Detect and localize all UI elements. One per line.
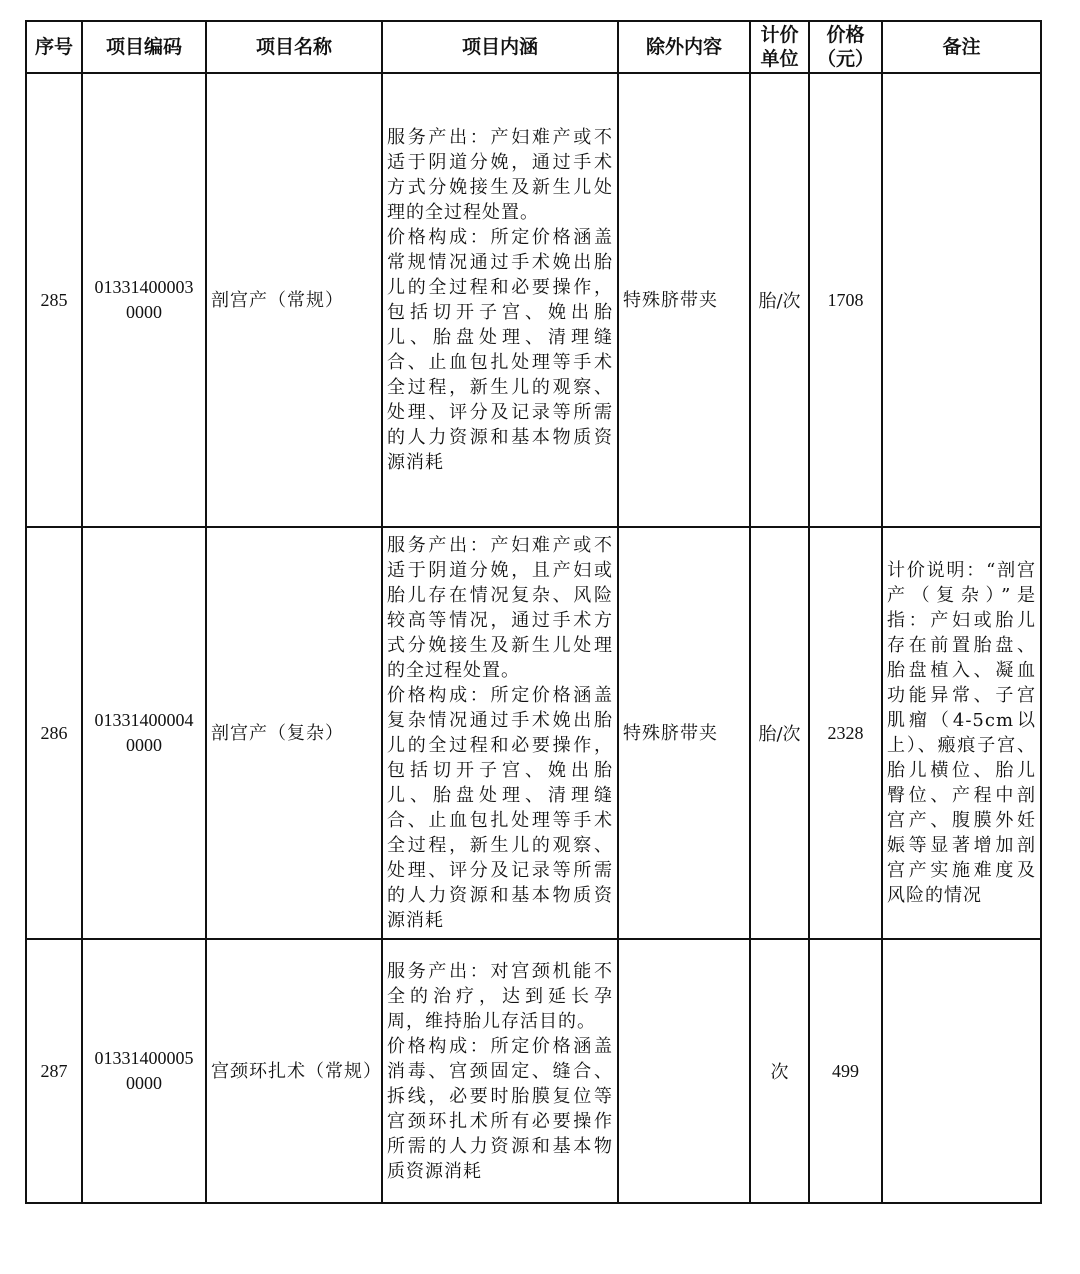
price-composition-text: 价格构成：所定价格涵盖消毒、宫颈固定、缝合、拆线，必要时胎膜复位等宫颈环扎术所有必要操作所需的人力资源和基本物质资源消耗 [387,1035,613,1182]
header-exclusion: 除外内容 [618,21,750,73]
header-code: 项目编码 [82,21,206,73]
service-text: 服务产出：产妇难产或不适于阴道分娩，通过手术方式分娩接生及新生儿处理的全过程处置。 [387,127,613,223]
header-unit-line1: 计价 [760,24,799,46]
cell-unit: 胎/次 [750,73,809,527]
header-unit [750,21,809,73]
cell-price: 499 [809,939,882,1203]
cell-remark [882,939,1041,1203]
service-text: 服务产出：产妇难产或不适于阴道分娩，且产妇或胎儿存在情况复杂、风险较高等情况，通过手术方式分娩接生及新生儿处理的全过程处置。 [387,535,613,681]
cell-seq: 286 [26,527,82,939]
table-row [26,527,1041,939]
header-name: 项目名称 [206,21,382,73]
cell-seq: 285 [26,73,82,527]
cell-price: 2328 [809,527,882,939]
header-price-line2: （元） [816,48,874,70]
cell-seq: 287 [26,939,82,1203]
header-seq: 序号 [26,21,82,73]
code-line1: 01331400004 [94,710,194,730]
code-line2: 0000 [126,735,162,755]
cell-unit: 胎/次 [750,527,809,939]
cell-exclusion: 特殊脐带夹 [618,527,750,939]
header-price [809,21,882,73]
cell-name: 宫颈环扎术（常规） [206,939,382,1203]
cell-code [82,73,206,527]
header-unit-line2: 单位 [760,48,799,70]
cell-content [382,73,618,527]
cell-unit: 次 [750,939,809,1203]
code-line2: 0000 [126,1073,162,1093]
cell-remark: 计价说明：“剖宫产（复杂）”是指：产妇或胎儿存在前置胎盘、胎盘植入、凝血功能异常、子宫肌瘤（4-5cm以上）、瘢痕子宫、胎儿横位、胎儿臀位、产程中剖宫产、腹膜外妊娠等显著增加剖宫产实施难度及风险的情况 [882,527,1041,939]
cell-name: 剖宫产（常规） [206,73,382,527]
cell-price: 1708 [809,73,882,527]
service-text: 服务产出：对宫颈机能不全的治疗，达到延长孕周，维持胎儿存活目的。 [387,960,613,1032]
header-price-line1: 价格 [826,24,865,46]
header-content: 项目内涵 [382,21,618,73]
cell-exclusion [618,939,750,1203]
cell-code [82,527,206,939]
fee-table [25,20,1042,1204]
header-row [26,21,1041,73]
cell-code [82,939,206,1203]
price-composition-text: 价格构成：所定价格涵盖常规情况通过手术娩出胎儿的全过程和必要操作，包括切开子宫、娩出胎儿、胎盘处理、清理缝合、止血包扎处理等手术全过程，新生儿的观察、处理、评分及记录等所需的人力资源和基本物质资源消耗 [387,227,613,473]
code-line2: 0000 [126,302,162,322]
price-composition-text: 价格构成：所定价格涵盖复杂情况通过手术娩出胎儿的全过程和必要操作，包括切开子宫、娩出胎儿、胎盘处理、清理缝合、止血包扎处理等手术全过程，新生儿的观察、处理、评分及记录等所需的人力资源和基本物质资源消耗 [387,685,613,931]
cell-remark [882,73,1041,527]
table-row [26,73,1041,527]
cell-content [382,527,618,939]
code-line1: 01331400003 [94,277,194,297]
cell-exclusion: 特殊脐带夹 [618,73,750,527]
cell-name: 剖宫产（复杂） [206,527,382,939]
header-remark: 备注 [882,21,1041,73]
table-row [26,939,1041,1203]
cell-content [382,939,618,1203]
code-line1: 01331400005 [94,1048,194,1068]
